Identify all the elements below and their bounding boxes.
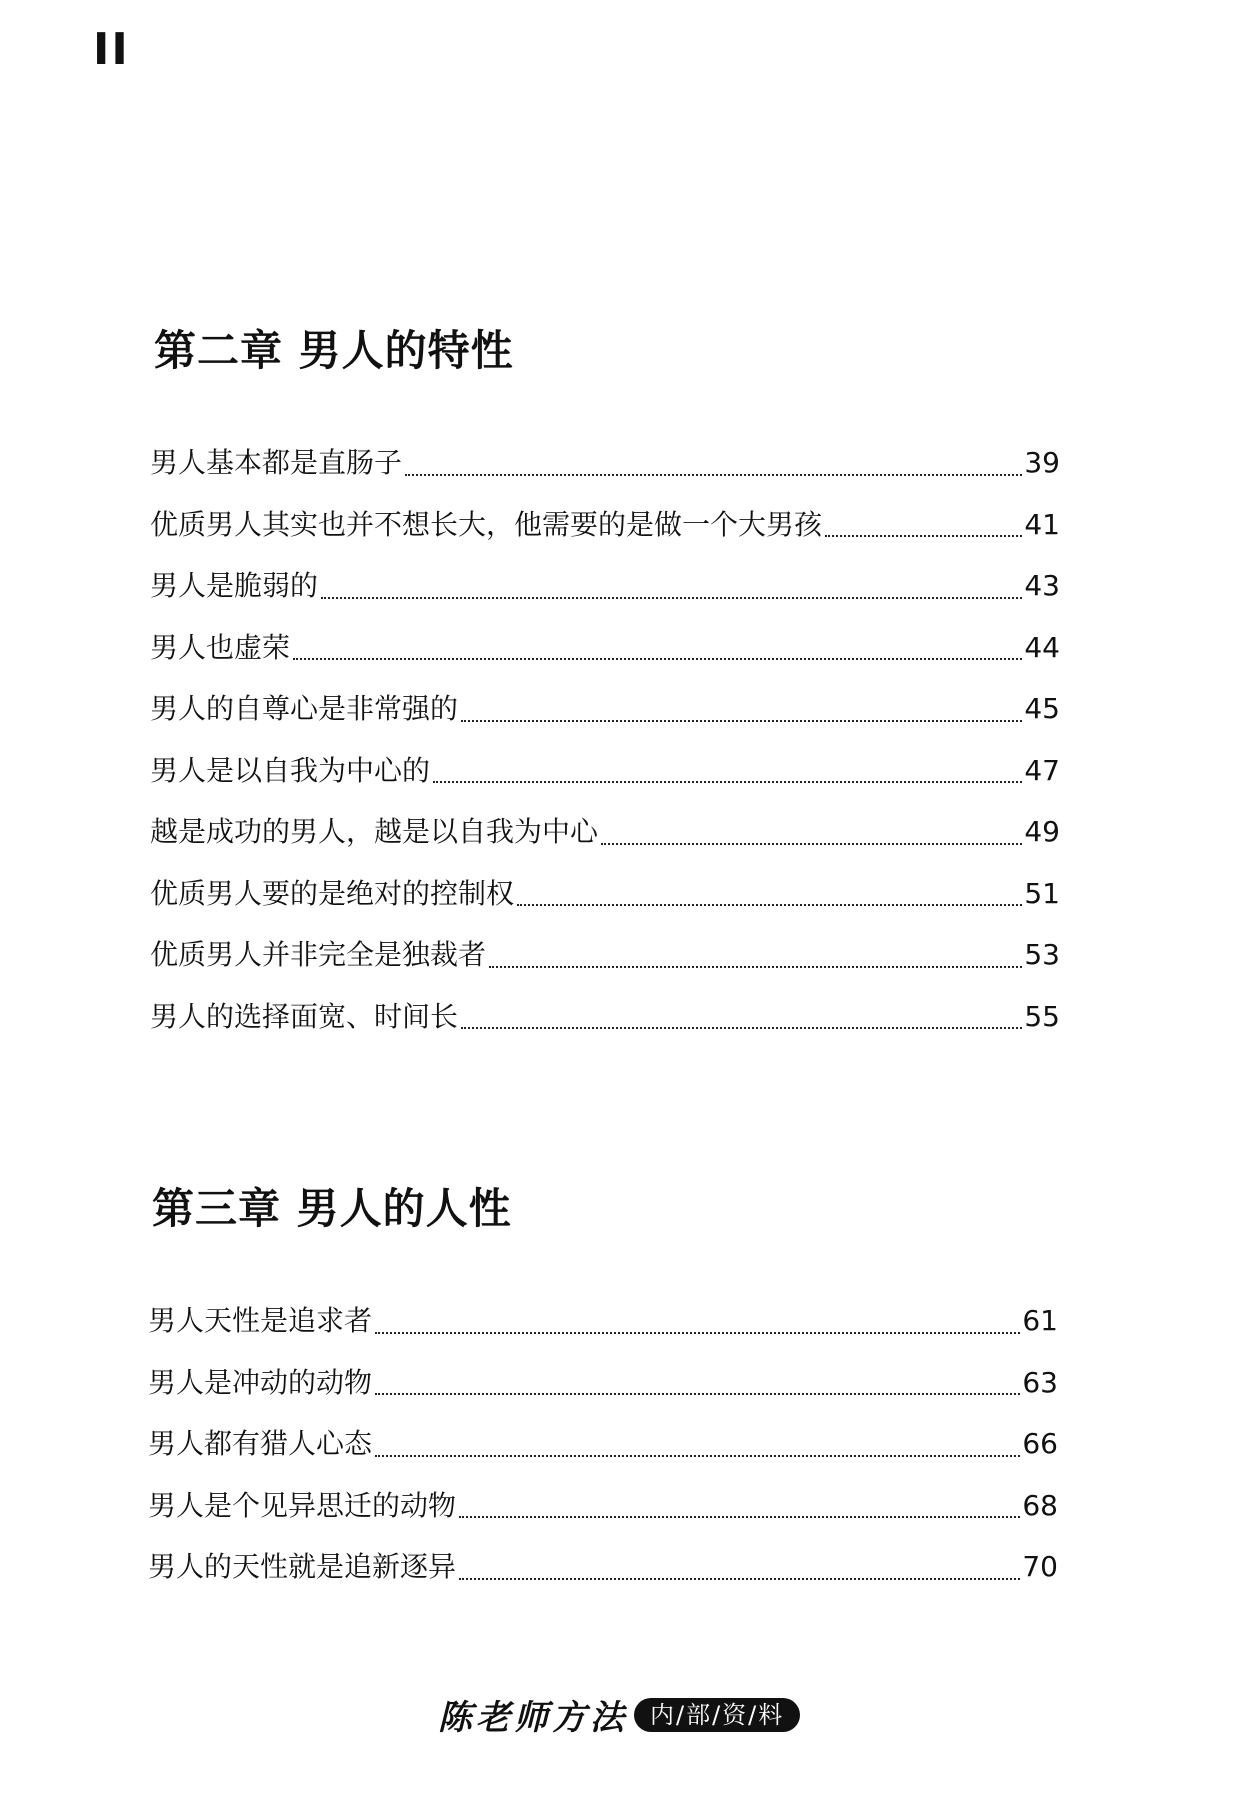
toc-entry-title: 男人的自尊心是非常强的 (150, 692, 459, 725)
toc-entry-page: 68 (1022, 1488, 1058, 1522)
footer (438, 1690, 800, 1739)
toc-entry-title: 男人的选择面宽、时间长 (150, 999, 459, 1033)
toc-entry-title: 男人都有猎人心态 (148, 1427, 373, 1460)
dot-leader (461, 720, 1022, 722)
toc-entry-page: 41 (1024, 507, 1060, 541)
toc-entry-title: 男人是个见异思迁的动物 (148, 1488, 457, 1522)
toc-entry-page: 47 (1024, 753, 1060, 787)
toc-entry-page: 63 (1022, 1365, 1058, 1399)
chapter-title: 第三章 男人的人性 (152, 1184, 512, 1233)
toc-entry[interactable] (150, 555, 1060, 617)
toc-entry-page: 39 (1024, 446, 1060, 479)
toc-entry-title: 男人天性是追求者 (148, 1304, 373, 1337)
toc-entry[interactable] (150, 986, 1060, 1048)
chapter-2 (150, 326, 1060, 1047)
dot-leader (321, 597, 1022, 599)
toc-entry-title: 男人的天性就是追新逐异 (148, 1550, 457, 1583)
toc-entry-page: 43 (1024, 569, 1060, 602)
dot-leader (375, 1455, 1020, 1457)
toc-entry[interactable] (150, 678, 1060, 740)
toc-entry[interactable] (150, 740, 1060, 802)
toc-entry-title: 优质男人要的是绝对的控制权 (150, 876, 515, 910)
toc-entry-page: 49 (1024, 815, 1060, 848)
dot-leader (459, 1578, 1020, 1580)
dot-leader (375, 1393, 1020, 1395)
toc-entry-page: 45 (1024, 692, 1060, 725)
toc-entry[interactable] (148, 1536, 1058, 1598)
toc-list (148, 1290, 1058, 1598)
dot-leader (517, 904, 1022, 906)
footer-brand: 陈老师方法 (438, 1698, 628, 1738)
dot-leader (293, 658, 1022, 660)
toc-entry[interactable] (150, 494, 1060, 556)
toc-entry[interactable] (148, 1352, 1058, 1414)
toc-entry-title: 男人是脆弱的 (150, 569, 319, 602)
dot-leader (825, 535, 1022, 537)
dot-leader (405, 474, 1022, 476)
chapter-title: 第二章 男人的特性 (154, 326, 514, 375)
toc-entry[interactable] (150, 617, 1060, 679)
toc-entry-title: 男人基本都是直肠子 (150, 446, 403, 479)
toc-entry[interactable] (150, 432, 1060, 494)
toc-entry-page: 53 (1024, 938, 1060, 971)
toc-entry[interactable] (148, 1290, 1058, 1352)
toc-entry-page: 55 (1024, 999, 1060, 1033)
toc-entry[interactable] (148, 1413, 1058, 1475)
toc-entry-page: 44 (1024, 630, 1060, 664)
toc-entry[interactable] (150, 863, 1060, 925)
dot-leader (601, 843, 1022, 845)
toc-entry-page: 70 (1022, 1550, 1058, 1583)
dot-leader (461, 1027, 1022, 1029)
toc-entry-title: 男人是冲动的动物 (148, 1365, 373, 1399)
toc-entry[interactable] (150, 801, 1060, 863)
dot-leader (433, 781, 1022, 783)
chapter-3 (148, 1184, 1058, 1598)
toc-list (150, 432, 1060, 1047)
toc-entry[interactable] (148, 1475, 1058, 1537)
toc-entry-page: 51 (1024, 876, 1060, 910)
toc-entry-title: 越是成功的男人，越是以自我为中心 (150, 815, 599, 848)
toc-entry-title: 男人也虚荣 (150, 630, 291, 664)
toc-entry-title: 优质男人其实也并不想长大，他需要的是做一个大男孩 (150, 507, 823, 541)
footer-badge: 内/部/资/料 (634, 1698, 800, 1732)
page-number-marker: II (93, 24, 130, 75)
dot-leader (489, 966, 1022, 968)
toc-entry-page: 66 (1022, 1427, 1058, 1460)
toc-entry-title: 男人是以自我为中心的 (150, 753, 431, 787)
toc-entry-title: 优质男人并非完全是独裁者 (150, 938, 487, 971)
dot-leader (459, 1516, 1020, 1518)
dot-leader (375, 1332, 1020, 1334)
toc-entry[interactable] (150, 924, 1060, 986)
toc-entry-page: 61 (1022, 1304, 1058, 1337)
